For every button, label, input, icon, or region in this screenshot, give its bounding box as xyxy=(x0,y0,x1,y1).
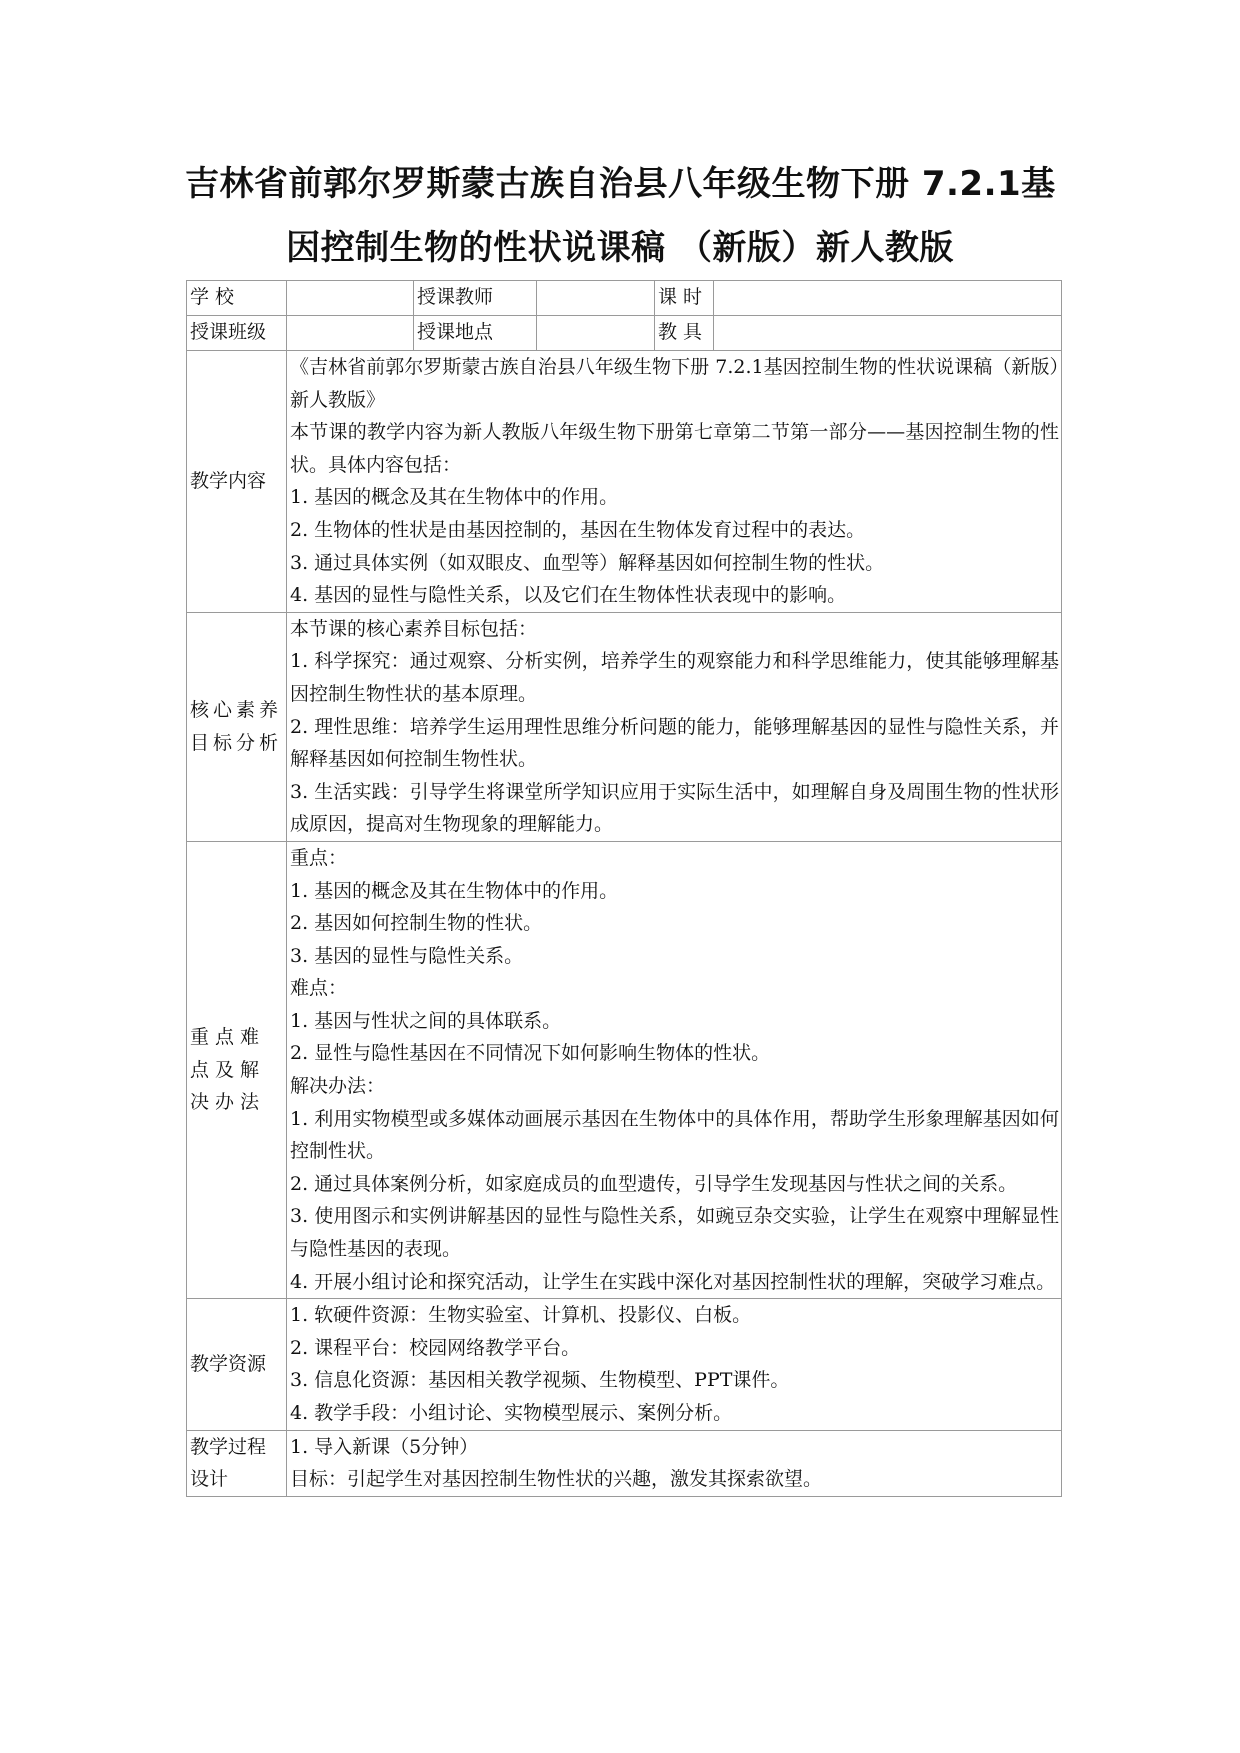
resources-body xyxy=(287,1299,1062,1430)
literacy-line: 本节课的核心素养目标包括： xyxy=(290,617,538,640)
process-label: 教学过程设计 xyxy=(187,1430,287,1496)
resources-line: 1. 软硬件资源：生物实验室、计算机、投影仪、白板。 xyxy=(290,1304,752,1327)
keypoints-label: 重点难点及解决办法 xyxy=(187,841,287,1298)
keypoints-line: 4. 开展小组讨论和探究活动，让学生在实践中深化对基因控制性状的理解，突破学习难点。 xyxy=(290,1270,1056,1293)
location-value xyxy=(537,316,655,351)
header-row-1 xyxy=(187,281,1062,316)
class-value xyxy=(287,316,414,351)
literacy-row xyxy=(187,612,1062,841)
keypoints-line: 难点： xyxy=(290,977,348,1000)
resources-label: 教学资源 xyxy=(187,1299,287,1430)
content-line: 4. 基因的显性与隐性关系，以及它们在生物体性状表现中的影响。 xyxy=(290,584,847,607)
header-row-2 xyxy=(187,316,1062,351)
literacy-label: 核心素养目标分析 xyxy=(187,612,287,841)
teacher-label: 授课教师 xyxy=(414,281,537,316)
literacy-line: 1. 科学探究：通过观察、分析实例，培养学生的观察能力和科学思维能力，使其能够理解基因控制生物性状的基本原理。 xyxy=(290,650,1059,705)
hours-label: 课 时 xyxy=(655,281,714,316)
tools-value xyxy=(714,316,1062,351)
content-line: 3. 通过具体实例（如双眼皮、血型等）解释基因如何控制生物的性状。 xyxy=(290,551,885,574)
tools-label: 教 具 xyxy=(655,316,714,351)
resources-line: 3. 信息化资源：基因相关教学视频、生物模型、PPT课件。 xyxy=(290,1369,790,1392)
keypoints-line: 3. 使用图示和实例讲解基因的显性与隐性关系，如豌豆杂交实验，让学生在观察中理解显性与隐性基因的表现。 xyxy=(290,1205,1059,1261)
process-row xyxy=(187,1430,1062,1496)
content-line: 1. 基因的概念及其在生物体中的作用。 xyxy=(290,486,619,509)
literacy-body xyxy=(287,612,1062,841)
keypoints-line: 重点： xyxy=(290,846,348,869)
keypoints-line: 3. 基因的显性与隐性关系。 xyxy=(290,944,524,967)
class-label: 授课班级 xyxy=(187,316,287,351)
content-row xyxy=(187,351,1062,613)
resources-row xyxy=(187,1299,1062,1430)
content-label: 教学内容 xyxy=(187,351,287,613)
teacher-value xyxy=(537,281,655,316)
resources-line: 4. 教学手段：小组讨论、实物模型展示、案例分析。 xyxy=(290,1402,733,1424)
title-line-2: 因控制生物的性状说课稿 （新版）新人教版 xyxy=(286,228,954,268)
process-line: 1. 导入新课（5分钟） xyxy=(290,1435,479,1458)
resources-line: 2. 课程平台：校园网络教学平台。 xyxy=(290,1336,581,1359)
school-value xyxy=(287,281,414,316)
keypoints-line: 2. 基因如何控制生物的性状。 xyxy=(290,912,543,935)
process-body xyxy=(287,1430,1062,1496)
location-label: 授课地点 xyxy=(414,316,537,351)
process-line: 目标：引起学生对基因控制生物性状的兴趣，激发其探索欲望。 xyxy=(290,1468,823,1491)
literacy-line: 3. 生活实践：引导学生将课堂所学知识应用于实际生活中，如理解自身及周围生物的性状形成原因，提高对生物现象的理解能力。 xyxy=(290,780,1059,836)
keypoints-line: 2. 显性与隐性基因在不同情况下如何影响生物体的性状。 xyxy=(290,1042,771,1065)
lesson-plan-table xyxy=(186,280,1062,1497)
hours-value xyxy=(714,281,1062,316)
keypoints-line: 1. 利用实物模型或多媒体动画展示基因在生物体中的具体作用，帮助学生形象理解基因如何控制性状。 xyxy=(290,1107,1059,1163)
document-title xyxy=(185,152,1055,280)
keypoints-line: 1. 基因与性状之间的具体联系。 xyxy=(290,1009,562,1032)
content-line: 《吉林省前郭尔罗斯蒙古族自治县八年级生物下册 7.2.1基因控制生物的性状说课稿（新版）新人教版》 xyxy=(290,356,1059,411)
keypoints-line: 1. 基因的概念及其在生物体中的作用。 xyxy=(290,879,619,902)
title-line-1: 吉林省前郭尔罗斯蒙古族自治县八年级生物下册 7.2.1基 xyxy=(185,164,1056,204)
keypoints-body xyxy=(287,841,1062,1298)
keypoints-row xyxy=(187,841,1062,1298)
keypoints-line: 2. 通过具体案例分析，如家庭成员的血型遗传，引导学生发现基因与性状之间的关系。 xyxy=(290,1172,1018,1195)
content-line: 2. 生物体的性状是由基因控制的，基因在生物体发育过程中的表达。 xyxy=(290,518,866,541)
content-line: 本节课的教学内容为新人教版八年级生物下册第七章第二节第一部分——基因控制生物的性状。具体内容包括： xyxy=(290,421,1059,476)
school-label: 学 校 xyxy=(187,281,287,316)
keypoints-line: 解决办法： xyxy=(290,1075,386,1098)
content-body xyxy=(287,351,1062,613)
literacy-line: 2. 理性思维：培养学生运用理性思维分析问题的能力，能够理解基因的显性与隐性关系，并解释基因如何控制生物性状。 xyxy=(290,715,1059,771)
